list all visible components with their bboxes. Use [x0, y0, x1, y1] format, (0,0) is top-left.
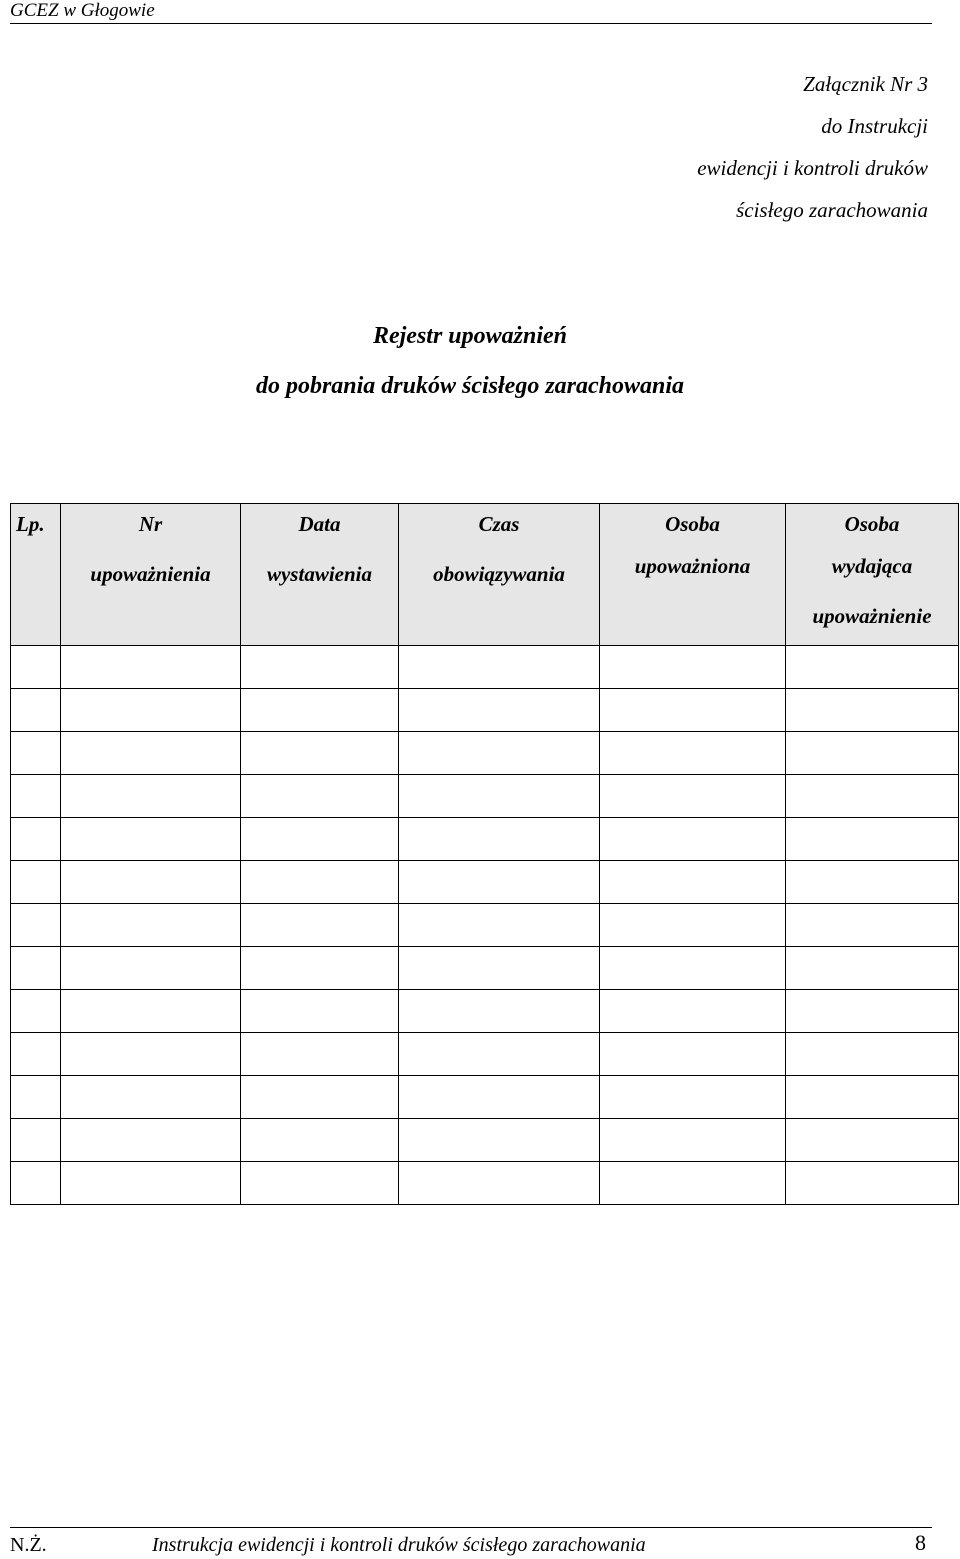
table-cell[interactable] — [600, 1119, 786, 1162]
table-cell[interactable] — [600, 947, 786, 990]
table-cell[interactable] — [241, 1076, 399, 1119]
table-cell[interactable] — [786, 818, 959, 861]
table-cell[interactable] — [61, 732, 241, 775]
table-cell[interactable] — [241, 775, 399, 818]
table-cell[interactable] — [399, 1162, 600, 1205]
header-rule — [10, 23, 932, 24]
table-cell[interactable] — [11, 689, 61, 732]
table-row — [11, 990, 959, 1033]
table-cell[interactable] — [61, 904, 241, 947]
table-cell[interactable] — [786, 861, 959, 904]
document-title: Rejestr upoważnień — [372, 323, 568, 349]
table-cell[interactable] — [399, 1076, 600, 1119]
table-cell[interactable] — [786, 947, 959, 990]
column-header-issuing-person — [786, 504, 959, 646]
column-header-line: Osoba — [844, 512, 900, 536]
table-cell[interactable] — [11, 1162, 61, 1205]
table-cell[interactable] — [61, 646, 241, 689]
column-header-line: wystawienia — [266, 562, 372, 586]
table-cell[interactable] — [61, 990, 241, 1033]
table-cell[interactable] — [786, 1076, 959, 1119]
table-cell[interactable] — [399, 1033, 600, 1076]
table-header-row — [11, 504, 959, 646]
table-row — [11, 775, 959, 818]
table-cell[interactable] — [399, 775, 600, 818]
table-cell[interactable] — [61, 818, 241, 861]
footer-rule — [10, 1527, 932, 1528]
table-cell[interactable] — [399, 732, 600, 775]
table-cell[interactable] — [11, 1033, 61, 1076]
column-header-authorized-person — [600, 504, 786, 646]
table-cell[interactable] — [600, 1162, 786, 1205]
table-row — [11, 646, 959, 689]
table-cell[interactable] — [786, 646, 959, 689]
table-row — [11, 1076, 959, 1119]
table-cell[interactable] — [600, 1076, 786, 1119]
table-cell[interactable] — [241, 818, 399, 861]
table-cell[interactable] — [61, 1119, 241, 1162]
table-cell[interactable] — [399, 689, 600, 732]
table-cell[interactable] — [61, 947, 241, 990]
table-cell[interactable] — [241, 1162, 399, 1205]
column-header-line: upoważnienie — [812, 604, 932, 628]
table-cell[interactable] — [241, 1033, 399, 1076]
column-header-date — [241, 504, 399, 646]
column-header-line: wydająca — [831, 554, 913, 578]
page-number: 8 — [915, 1530, 926, 1555]
table-cell[interactable] — [600, 689, 786, 732]
table-row — [11, 1162, 959, 1205]
annex-line: do Instrukcji — [821, 114, 928, 138]
column-header-lp — [11, 504, 61, 646]
footer-author: N.Ż. — [10, 1534, 47, 1556]
table-cell[interactable] — [11, 775, 61, 818]
table-cell[interactable] — [11, 732, 61, 775]
annex-line: Załącznik Nr 3 — [803, 72, 928, 96]
table-cell[interactable] — [241, 689, 399, 732]
table-cell[interactable] — [11, 646, 61, 689]
table-cell[interactable] — [786, 904, 959, 947]
table-cell[interactable] — [61, 1162, 241, 1205]
footer-title: Instrukcja ewidencji i kontroli druków ścisłego zarachowania — [152, 1534, 646, 1556]
table-row — [11, 904, 959, 947]
table-cell[interactable] — [399, 990, 600, 1033]
table-cell[interactable] — [600, 732, 786, 775]
annex-line: ewidencji i kontroli druków — [697, 156, 928, 180]
table-cell[interactable] — [241, 904, 399, 947]
table-cell[interactable] — [241, 861, 399, 904]
column-header-line: obowiązywania — [433, 562, 565, 586]
column-header-line: Osoba — [665, 512, 720, 536]
table-cell[interactable] — [786, 732, 959, 775]
document-subtitle: do pobrania druków ścisłego zarachowania — [255, 373, 685, 399]
table-cell[interactable] — [399, 861, 600, 904]
table-body — [11, 646, 959, 1205]
annex-line: ścisłego zarachowania — [736, 198, 928, 222]
column-header-number — [61, 504, 241, 646]
annex-block — [428, 68, 928, 236]
table-row — [11, 861, 959, 904]
table-cell[interactable] — [600, 990, 786, 1033]
table-cell[interactable] — [61, 1033, 241, 1076]
table-cell[interactable] — [61, 861, 241, 904]
running-header: GCEZ w Głogowie — [10, 0, 155, 21]
column-header-line: upoważnienia — [90, 562, 211, 586]
column-header-line: Czas — [478, 512, 520, 536]
table-cell[interactable] — [241, 646, 399, 689]
table-cell[interactable] — [399, 947, 600, 990]
table-cell[interactable] — [61, 775, 241, 818]
column-header-line: Lp. — [16, 512, 45, 536]
column-header-line: upoważniona — [634, 554, 751, 578]
table-cell[interactable] — [11, 1076, 61, 1119]
table-cell[interactable] — [399, 818, 600, 861]
column-header-line: Data — [298, 512, 341, 536]
table-cell[interactable] — [399, 1119, 600, 1162]
table-cell[interactable] — [61, 1076, 241, 1119]
table-cell[interactable] — [399, 904, 600, 947]
table-cell[interactable] — [600, 775, 786, 818]
table-cell[interactable] — [600, 861, 786, 904]
table-cell[interactable] — [399, 646, 600, 689]
table-row — [11, 1119, 959, 1162]
table-row — [11, 732, 959, 775]
table-cell[interactable] — [11, 1119, 61, 1162]
table-cell[interactable] — [11, 990, 61, 1033]
table-row — [11, 689, 959, 732]
table-cell[interactable] — [11, 818, 61, 861]
table-cell[interactable] — [241, 990, 399, 1033]
table-cell[interactable] — [600, 646, 786, 689]
table-row — [11, 1033, 959, 1076]
table-cell[interactable] — [241, 732, 399, 775]
table-cell[interactable] — [786, 1119, 959, 1162]
table-cell[interactable] — [786, 1162, 959, 1205]
register-table — [10, 503, 959, 1205]
table-row — [11, 947, 959, 990]
table-cell[interactable] — [786, 689, 959, 732]
table-cell[interactable] — [61, 689, 241, 732]
table-cell[interactable] — [600, 818, 786, 861]
column-header-line: Nr — [138, 512, 163, 536]
table-row — [11, 818, 959, 861]
table-cell[interactable] — [786, 990, 959, 1033]
column-header-validity — [399, 504, 600, 646]
table-cell[interactable] — [786, 1033, 959, 1076]
table-cell[interactable] — [786, 775, 959, 818]
table-cell[interactable] — [11, 904, 61, 947]
table-cell[interactable] — [11, 947, 61, 990]
table-cell[interactable] — [600, 904, 786, 947]
table-cell[interactable] — [241, 947, 399, 990]
table-cell[interactable] — [600, 1033, 786, 1076]
table-cell[interactable] — [241, 1119, 399, 1162]
table-cell[interactable] — [11, 861, 61, 904]
